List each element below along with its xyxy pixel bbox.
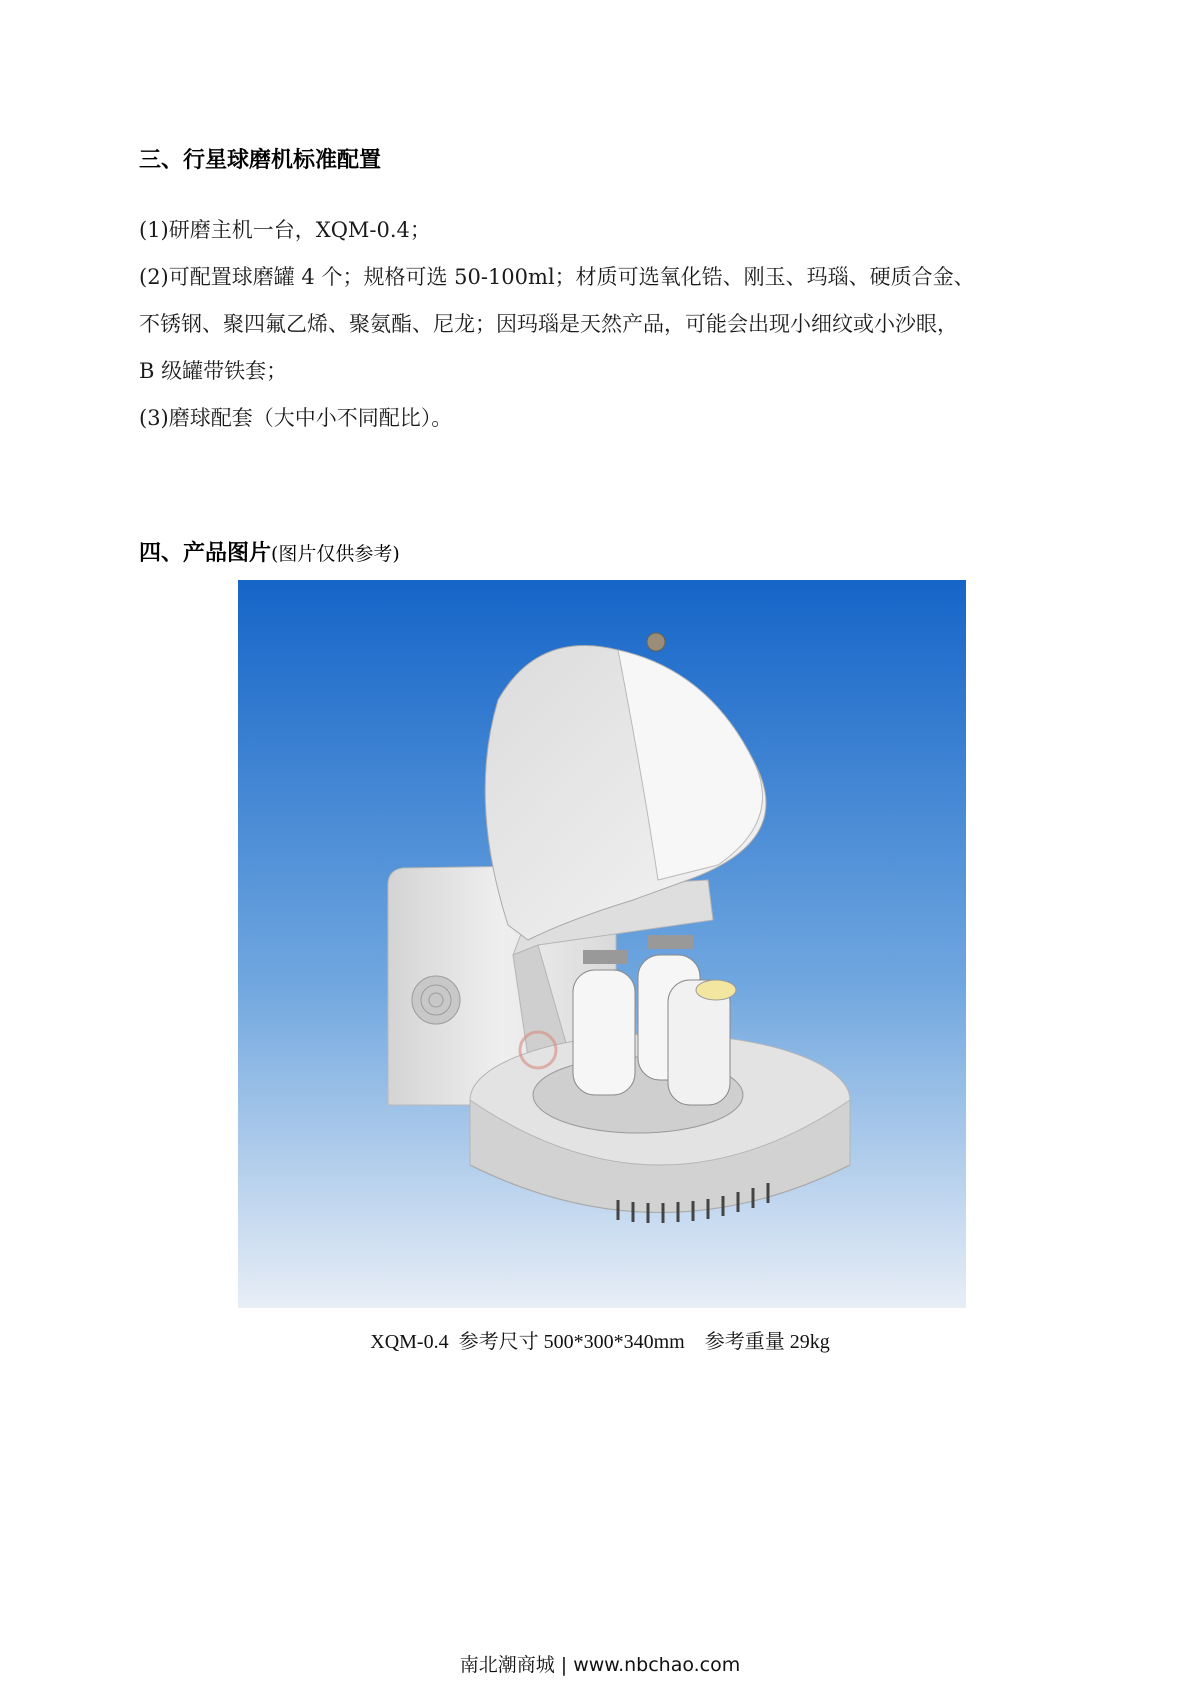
lid-knob-icon xyxy=(647,633,665,651)
vent-icon xyxy=(412,976,460,1024)
section4-title-text: 四、产品图片 xyxy=(139,541,272,566)
config-line-1: (1)研磨主机一台，XQM-0.4； xyxy=(139,218,431,242)
section4-title-note: (图片仅供参考) xyxy=(271,543,400,565)
page-footer: 南北潮商城 | www.nbchao.com xyxy=(459,1654,741,1676)
config-line-4: B 级罐带铁套； xyxy=(139,359,288,383)
photo-caption: XQM-0.4 参考尺寸 500*300*340mm 参考重量 29kg xyxy=(370,1331,830,1353)
config-line-5: (3)磨球配套（大中小不同配比）。 xyxy=(139,406,453,430)
config-line-2: (2)可配置球磨罐 4 个；规格可选 50-100ml；材质可选氧化锆、刚玉、玛瑙、硬质合金、 xyxy=(139,265,975,289)
section3-title: 三、行星球磨机标准配置 xyxy=(139,148,382,173)
config-line-3: 不锈钢、聚四氟乙烯、聚氨酯、尼龙；因玛瑙是天然产品，可能会出现小细纹或小沙眼， xyxy=(139,312,958,336)
product-photo xyxy=(238,580,966,1308)
section4-title xyxy=(139,536,400,567)
